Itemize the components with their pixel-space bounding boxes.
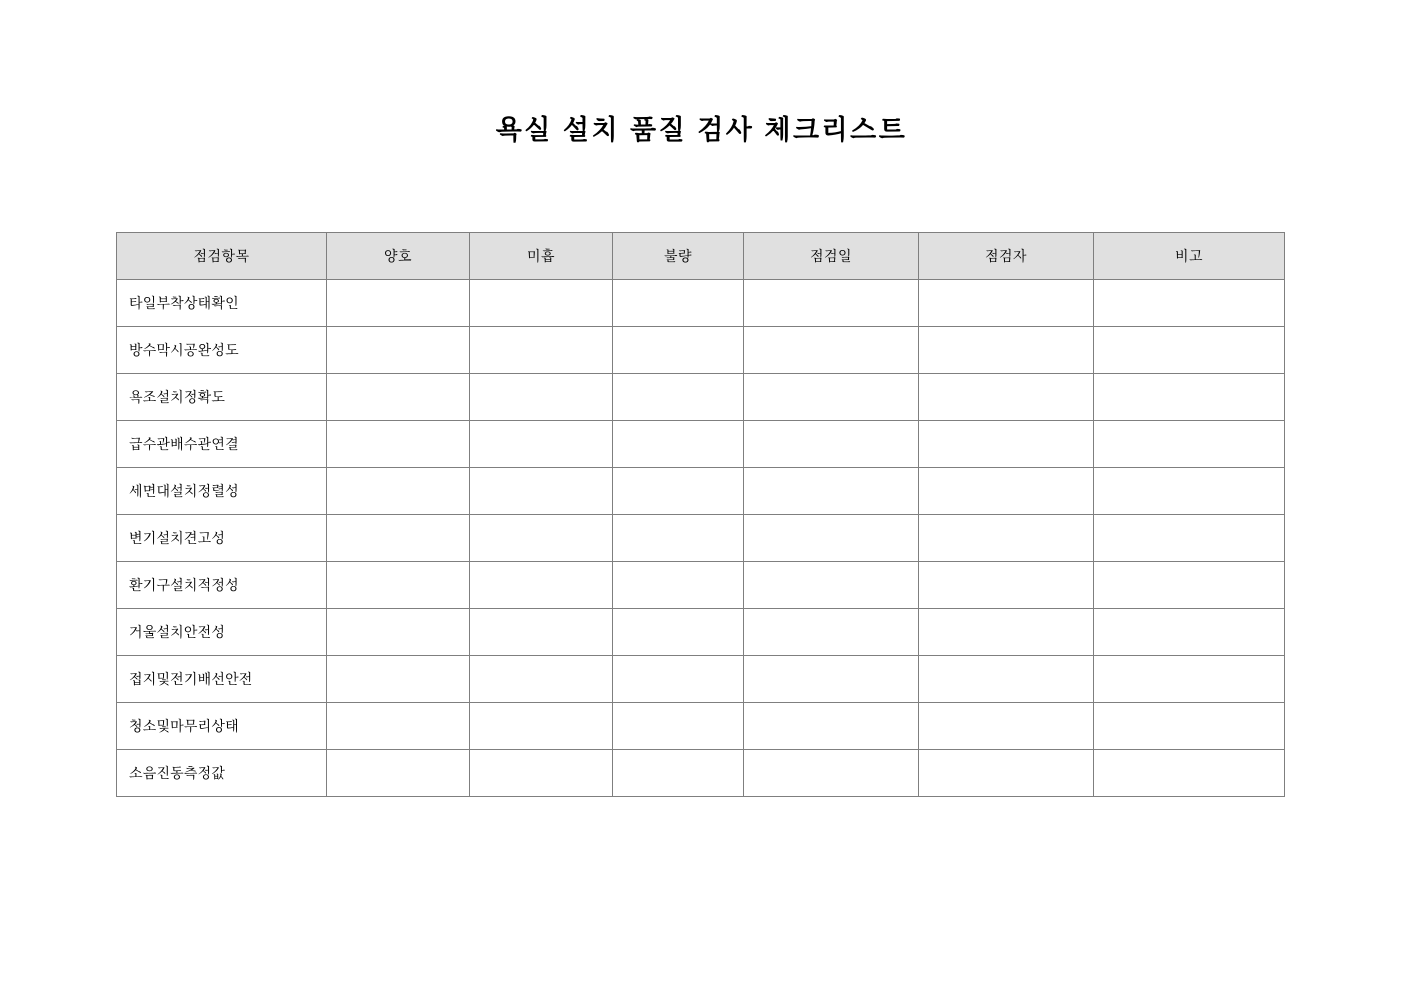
cell-inspector[interactable] xyxy=(919,609,1094,656)
table-row xyxy=(117,656,1285,703)
cell-date[interactable] xyxy=(744,515,919,562)
table-row xyxy=(117,421,1285,468)
cell-note[interactable] xyxy=(1094,468,1285,515)
table-body xyxy=(117,280,1285,797)
cell-date[interactable] xyxy=(744,421,919,468)
cell-inspector[interactable] xyxy=(919,562,1094,609)
cell-poor[interactable] xyxy=(613,280,744,327)
cell-good[interactable] xyxy=(327,468,470,515)
cell-good[interactable] xyxy=(327,515,470,562)
cell-fair[interactable] xyxy=(470,703,613,750)
checklist-table xyxy=(116,232,1285,797)
cell-fair[interactable] xyxy=(470,562,613,609)
cell-fair[interactable] xyxy=(470,421,613,468)
table-header xyxy=(117,233,1285,280)
cell-note[interactable] xyxy=(1094,656,1285,703)
cell-note[interactable] xyxy=(1094,515,1285,562)
cell-poor[interactable] xyxy=(613,421,744,468)
table-row xyxy=(117,562,1285,609)
cell-inspector[interactable] xyxy=(919,374,1094,421)
cell-good[interactable] xyxy=(327,327,470,374)
cell-item: 접지및전기배선안전 xyxy=(117,656,327,703)
table-row xyxy=(117,468,1285,515)
cell-good[interactable] xyxy=(327,562,470,609)
cell-inspector[interactable] xyxy=(919,280,1094,327)
table-row xyxy=(117,327,1285,374)
table-row xyxy=(117,750,1285,797)
cell-fair[interactable] xyxy=(470,515,613,562)
cell-fair[interactable] xyxy=(470,327,613,374)
column-header-date: 점검일 xyxy=(744,233,919,280)
cell-date[interactable] xyxy=(744,327,919,374)
cell-poor[interactable] xyxy=(613,562,744,609)
cell-poor[interactable] xyxy=(613,327,744,374)
column-header-good: 양호 xyxy=(327,233,470,280)
cell-inspector[interactable] xyxy=(919,468,1094,515)
cell-good[interactable] xyxy=(327,703,470,750)
cell-poor[interactable] xyxy=(613,609,744,656)
cell-item: 거울설치안전성 xyxy=(117,609,327,656)
cell-inspector[interactable] xyxy=(919,327,1094,374)
table-row xyxy=(117,515,1285,562)
cell-poor[interactable] xyxy=(613,468,744,515)
cell-inspector[interactable] xyxy=(919,656,1094,703)
table-row xyxy=(117,609,1285,656)
cell-note[interactable] xyxy=(1094,750,1285,797)
cell-note[interactable] xyxy=(1094,280,1285,327)
cell-note[interactable] xyxy=(1094,327,1285,374)
cell-poor[interactable] xyxy=(613,750,744,797)
cell-item: 청소및마무리상태 xyxy=(117,703,327,750)
column-header-poor: 불량 xyxy=(613,233,744,280)
cell-date[interactable] xyxy=(744,468,919,515)
cell-item: 방수막시공완성도 xyxy=(117,327,327,374)
cell-good[interactable] xyxy=(327,374,470,421)
cell-poor[interactable] xyxy=(613,374,744,421)
cell-date[interactable] xyxy=(744,656,919,703)
cell-note[interactable] xyxy=(1094,421,1285,468)
cell-inspector[interactable] xyxy=(919,515,1094,562)
cell-item: 욕조설치정확도 xyxy=(117,374,327,421)
cell-date[interactable] xyxy=(744,562,919,609)
cell-date[interactable] xyxy=(744,703,919,750)
table-row xyxy=(117,703,1285,750)
cell-note[interactable] xyxy=(1094,703,1285,750)
page-title: 욕실 설치 품질 검사 체크리스트 xyxy=(495,115,908,145)
cell-item: 타일부착상태확인 xyxy=(117,280,327,327)
table-row xyxy=(117,280,1285,327)
table-row xyxy=(117,374,1285,421)
cell-good[interactable] xyxy=(327,280,470,327)
column-header-inspector: 점검자 xyxy=(919,233,1094,280)
cell-date[interactable] xyxy=(744,609,919,656)
cell-item: 변기설치견고성 xyxy=(117,515,327,562)
cell-inspector[interactable] xyxy=(919,750,1094,797)
cell-date[interactable] xyxy=(744,750,919,797)
cell-good[interactable] xyxy=(327,656,470,703)
cell-item: 세면대설치정렬성 xyxy=(117,468,327,515)
cell-date[interactable] xyxy=(744,374,919,421)
cell-poor[interactable] xyxy=(613,703,744,750)
checklist-table-container xyxy=(116,232,1284,797)
column-header-fair: 미흡 xyxy=(470,233,613,280)
cell-fair[interactable] xyxy=(470,374,613,421)
cell-fair[interactable] xyxy=(470,656,613,703)
cell-date[interactable] xyxy=(744,280,919,327)
cell-fair[interactable] xyxy=(470,468,613,515)
cell-inspector[interactable] xyxy=(919,421,1094,468)
cell-fair[interactable] xyxy=(470,750,613,797)
column-header-note: 비고 xyxy=(1094,233,1285,280)
cell-item: 급수관배수관연결 xyxy=(117,421,327,468)
cell-item: 소음진동측정값 xyxy=(117,750,327,797)
table-header-row xyxy=(117,233,1285,280)
cell-fair[interactable] xyxy=(470,609,613,656)
column-header-item: 점검항목 xyxy=(117,233,327,280)
cell-good[interactable] xyxy=(327,421,470,468)
cell-poor[interactable] xyxy=(613,515,744,562)
cell-note[interactable] xyxy=(1094,374,1285,421)
cell-poor[interactable] xyxy=(613,656,744,703)
cell-inspector[interactable] xyxy=(919,703,1094,750)
cell-good[interactable] xyxy=(327,609,470,656)
cell-note[interactable] xyxy=(1094,609,1285,656)
cell-fair[interactable] xyxy=(470,280,613,327)
cell-good[interactable] xyxy=(327,750,470,797)
cell-note[interactable] xyxy=(1094,562,1285,609)
cell-item: 환기구설치적정성 xyxy=(117,562,327,609)
